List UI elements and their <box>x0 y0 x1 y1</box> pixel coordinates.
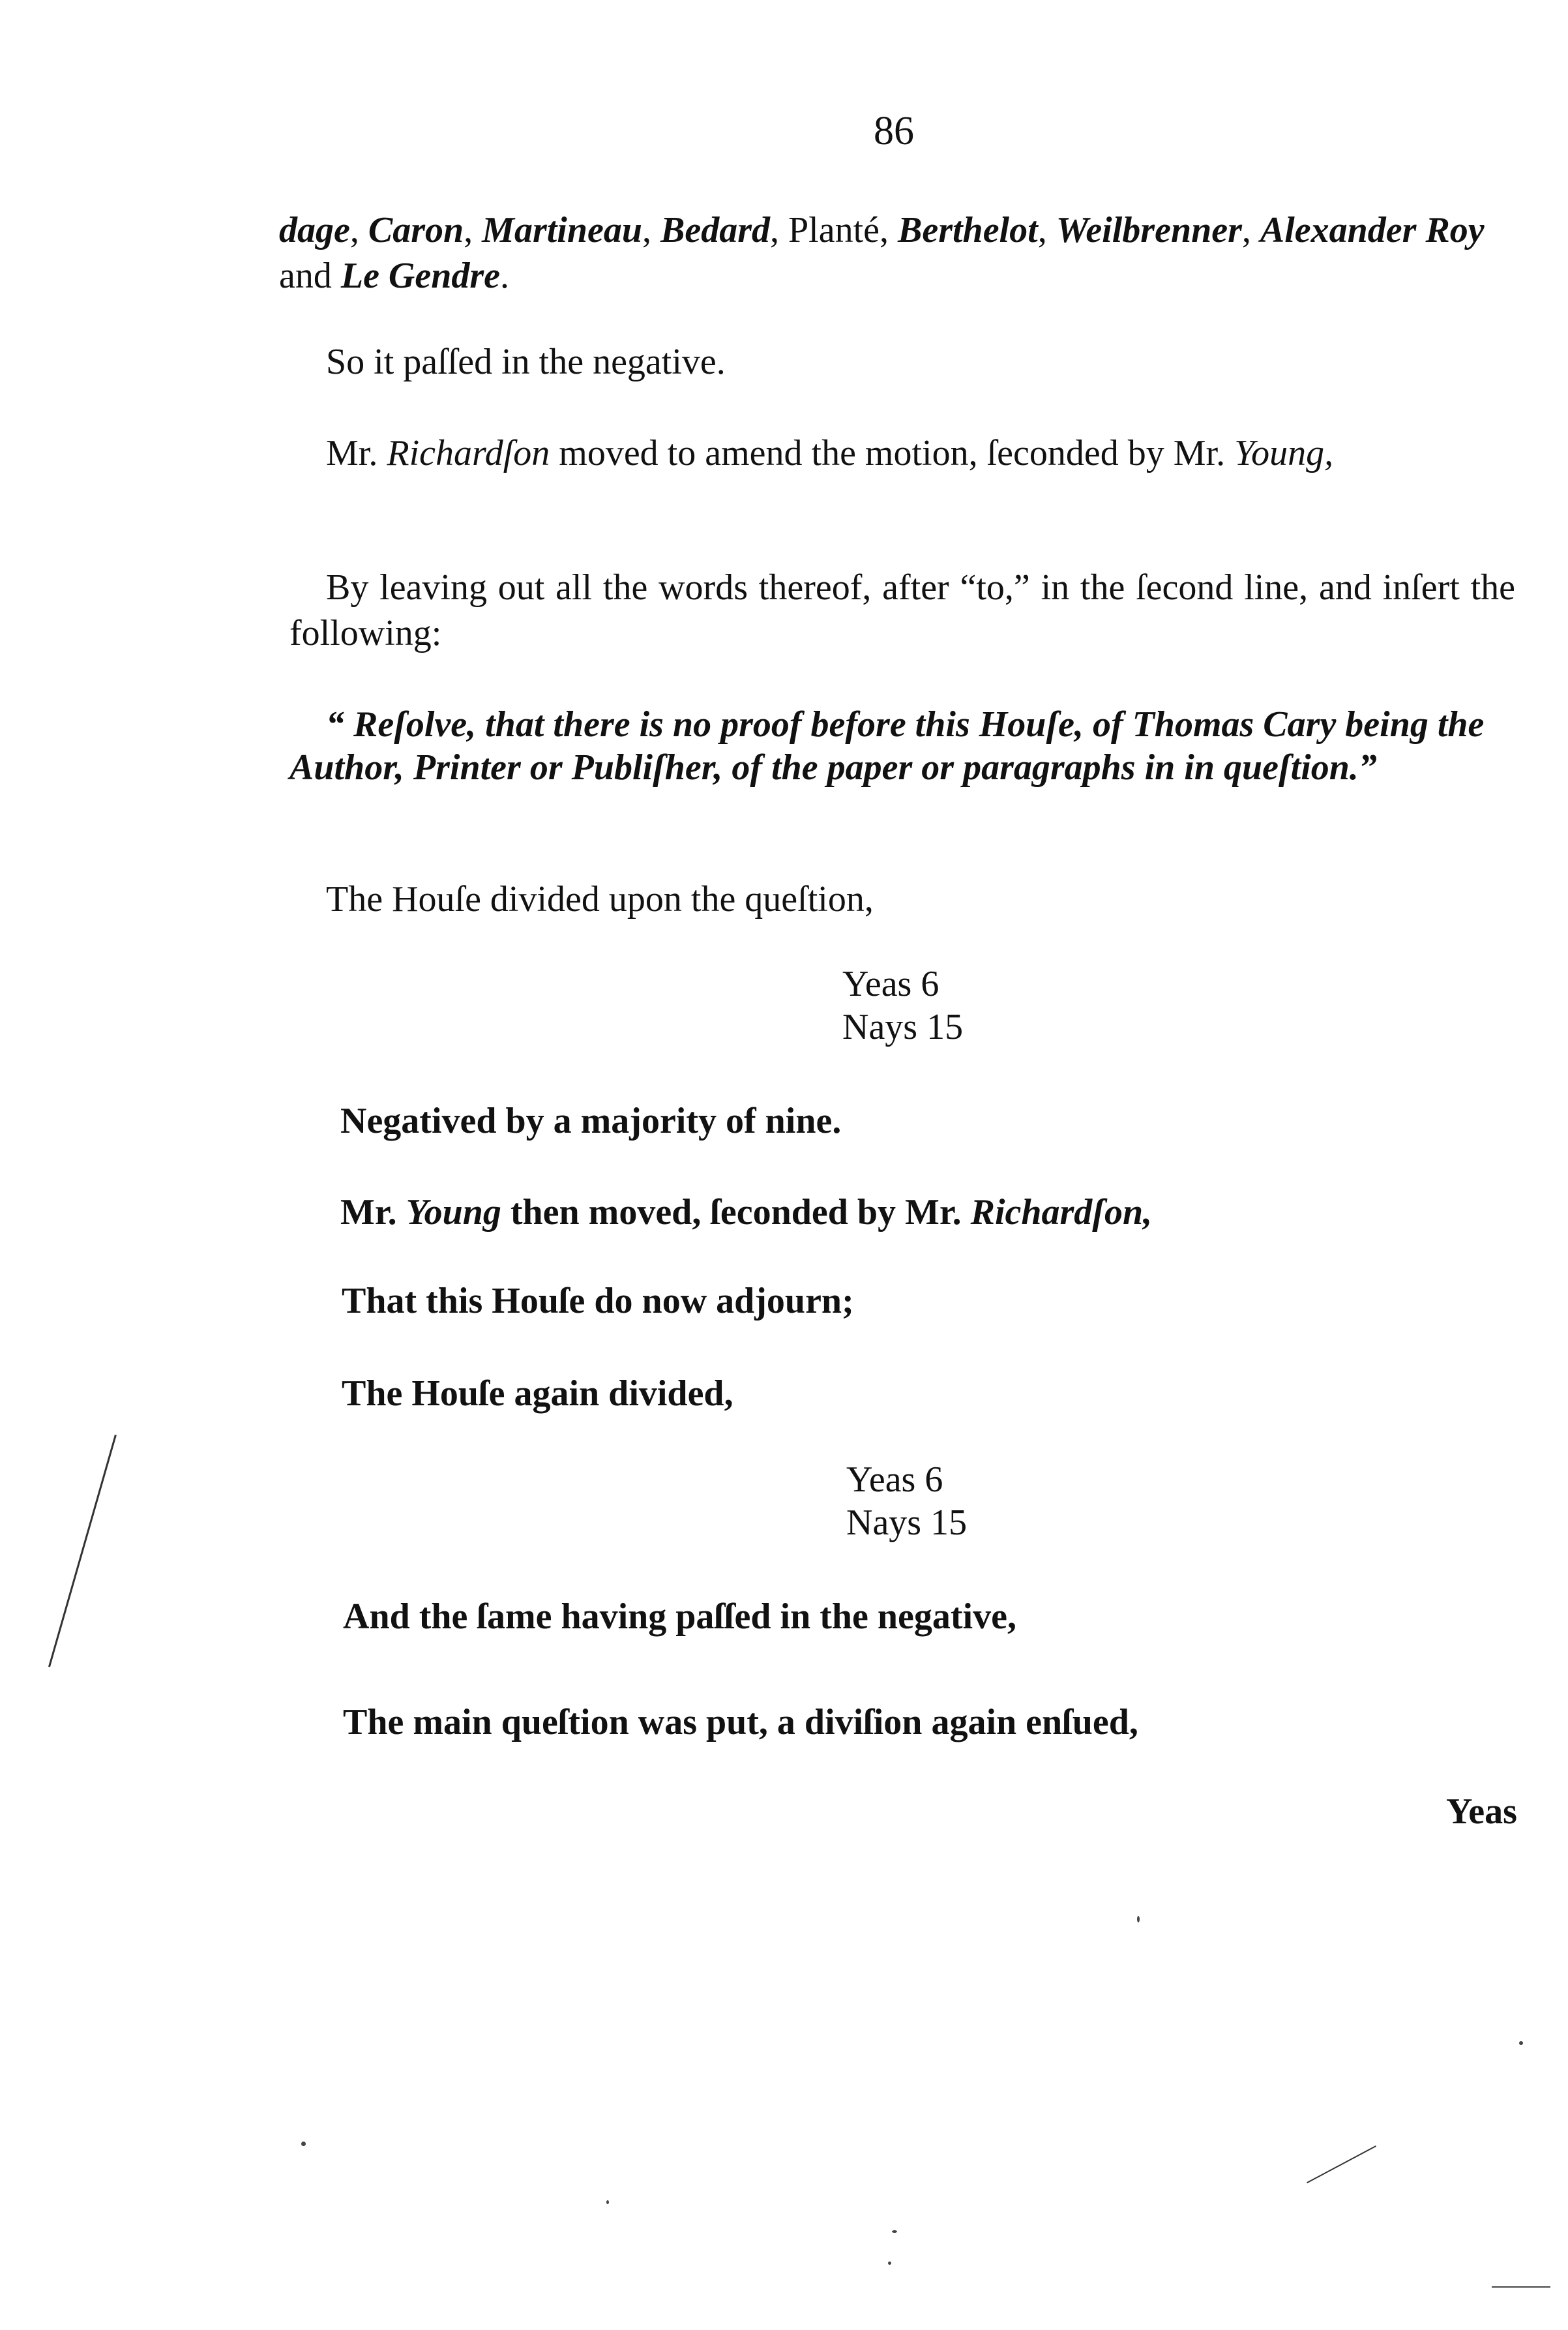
name-plante: Planté <box>788 210 880 250</box>
scan-speck <box>1519 2041 1523 2045</box>
quoted-resolution: “ Reſolve, that there is no proof before this Houſe, of Thomas Cary being the Author, Printer or Publiſher, of the paper or paragraphs in in queſtion.” <box>289 704 1485 788</box>
paragraph-passed-negative: So it paſſed in the negative. <box>326 342 726 382</box>
scan-speck <box>301 2142 306 2146</box>
name-dage: dage <box>279 210 350 250</box>
name-richardson: Richardſon <box>387 433 550 473</box>
scan-speck <box>606 2200 609 2204</box>
page-number: 86 <box>874 109 914 153</box>
name-bedard: Bedard <box>660 210 771 250</box>
scan-speck <box>1137 1916 1140 1922</box>
scan-mark <box>1307 2145 1376 2183</box>
vote-tally-1 <box>842 963 963 1049</box>
name-young: Young <box>406 1192 501 1232</box>
paragraph-negatived: Negatived by a majority of nine. <box>340 1101 842 1141</box>
vote-nays: Nays 15 <box>842 1007 964 1047</box>
paragraph-leaving-out: By leaving out all the words thereof, after “to,” in the ſecond line, and inſert the following: <box>289 567 1515 653</box>
name-weilbrenner: Weilbrenner <box>1056 210 1242 250</box>
names-joiner: and <box>279 256 332 296</box>
paragraph-house-again-divided: The Houſe again divided, <box>342 1373 733 1414</box>
catchword: Yeas <box>1446 1791 1517 1832</box>
vote-yeas: Yeas 6 <box>846 1459 943 1500</box>
vote-tally-2 <box>846 1458 967 1544</box>
scan-speck <box>888 2262 891 2265</box>
names-list: dage, Caron, Martineau, Bedard, Planté, Berthelot, Weilbrenner, Alexander Roy and Le Gendre. <box>279 210 1485 296</box>
scan-speck <box>892 2230 897 2233</box>
name-martineau: Martineau <box>482 210 643 250</box>
paragraph-young-moved: Mr. Young then moved, ſeconded by Mr. Richardſon, <box>340 1192 1153 1232</box>
paragraph-house-divided: The Houſe divided upon the queſtion, <box>326 879 874 919</box>
paragraph-richardson-amend: Mr. Richardſon moved to amend the motion, ſeconded by Mr. Young, <box>326 433 1334 473</box>
paragraph-main-question: The main queſtion was put, a diviſion again enſued, <box>343 1702 1138 1742</box>
name-le-gendre: Le Gendre <box>340 256 501 296</box>
name-richardson: Richardſon, <box>970 1192 1153 1232</box>
name-alexander-roy: Alexander Roy <box>1260 210 1485 250</box>
paragraph-adjourn: That this Houſe do now adjourn; <box>342 1281 854 1321</box>
scan-speck <box>1492 2286 1550 2288</box>
name-berthelot: Berthelot <box>898 210 1038 250</box>
vote-nays: Nays 15 <box>846 1502 968 1543</box>
scan-mark <box>48 1435 117 1667</box>
paragraph-same-negative: And the ſame having paſſed in the negative, <box>343 1596 1016 1637</box>
name-caron: Caron <box>368 210 464 250</box>
vote-yeas: Yeas 6 <box>842 964 939 1004</box>
name-young: Young, <box>1234 433 1334 473</box>
